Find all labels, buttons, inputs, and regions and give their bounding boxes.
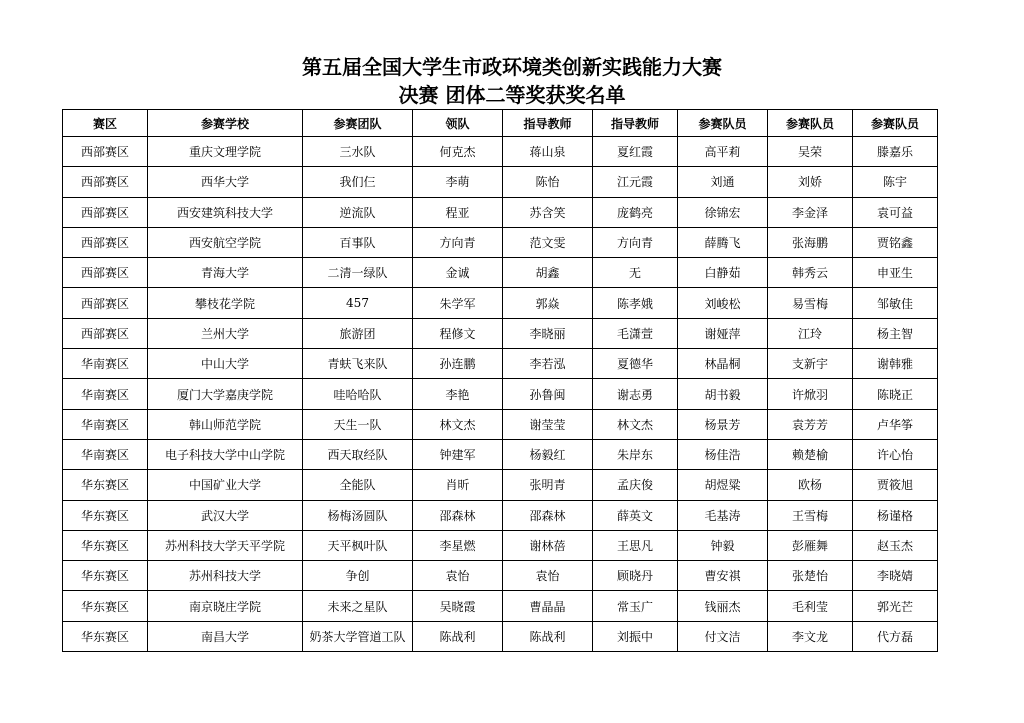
table-cell: 陈战利 — [503, 621, 593, 651]
table-cell: 中山大学 — [148, 349, 303, 379]
table-cell: 刘振中 — [593, 621, 678, 651]
table-cell: 李星燃 — [413, 530, 503, 560]
table-cell: 陈宇 — [853, 167, 938, 197]
table-cell: 苏州科技大学天平学院 — [148, 530, 303, 560]
table-cell: 申亚生 — [853, 258, 938, 288]
table-cell: 西部赛区 — [63, 137, 148, 167]
table-cell: 常玉广 — [593, 591, 678, 621]
table-cell: 江玲 — [768, 318, 853, 348]
table-cell: 袁怡 — [413, 561, 503, 591]
table-cell: 钟建军 — [413, 439, 503, 469]
table-body — [63, 137, 938, 652]
table-row — [63, 470, 938, 500]
table-cell: 方向青 — [593, 227, 678, 257]
table-cell: 我们仨 — [303, 167, 413, 197]
table-cell: 457 — [303, 288, 413, 318]
table-cell: 谢莹莹 — [503, 409, 593, 439]
table-cell: 肖昕 — [413, 470, 503, 500]
table-cell: 华南赛区 — [63, 379, 148, 409]
table-cell: 华东赛区 — [63, 561, 148, 591]
table-cell: 西部赛区 — [63, 318, 148, 348]
table-cell: 付文洁 — [678, 621, 768, 651]
table-cell: 邹敏佳 — [853, 288, 938, 318]
table-cell: 支新宇 — [768, 349, 853, 379]
table-cell: 薛英文 — [593, 500, 678, 530]
table-cell: 江元霞 — [593, 167, 678, 197]
table-cell: 旅游团 — [303, 318, 413, 348]
table-row — [63, 530, 938, 560]
table-cell: 白静茹 — [678, 258, 768, 288]
table-cell: 毛利莹 — [768, 591, 853, 621]
table-cell: 毛潇萱 — [593, 318, 678, 348]
table-cell: 苏州科技大学 — [148, 561, 303, 591]
table-cell: 朱学军 — [413, 288, 503, 318]
table-cell: 方向青 — [413, 227, 503, 257]
table-cell: 攀枝花学院 — [148, 288, 303, 318]
table-cell: 袁芳芳 — [768, 409, 853, 439]
table-cell: 逆流队 — [303, 197, 413, 227]
table-cell: 赖楚榆 — [768, 439, 853, 469]
table-cell: 中国矿业大学 — [148, 470, 303, 500]
table-cell: 争创 — [303, 561, 413, 591]
table-cell: 南昌大学 — [148, 621, 303, 651]
table-cell: 华东赛区 — [63, 591, 148, 621]
table-row — [63, 409, 938, 439]
table-cell: 林文杰 — [413, 409, 503, 439]
table-cell: 吴荣 — [768, 137, 853, 167]
table-cell: 钟毅 — [678, 530, 768, 560]
table-cell: 代方磊 — [853, 621, 938, 651]
table-cell: 刘峻松 — [678, 288, 768, 318]
table-row — [63, 167, 938, 197]
table-cell: 夏德华 — [593, 349, 678, 379]
column-header: 指导教师 — [503, 110, 593, 137]
table-cell: 袁怡 — [503, 561, 593, 591]
table-cell: 林文杰 — [593, 409, 678, 439]
table-cell: 孙鲁闽 — [503, 379, 593, 409]
table-cell: 华东赛区 — [63, 530, 148, 560]
table-cell: 苏含笑 — [503, 197, 593, 227]
table-cell: 何克杰 — [413, 137, 503, 167]
table-cell: 未来之星队 — [303, 591, 413, 621]
column-header: 参赛团队 — [303, 110, 413, 137]
table-cell: 曹晶晶 — [503, 591, 593, 621]
table-cell: 吴晓霞 — [413, 591, 503, 621]
table-cell: 李艳 — [413, 379, 503, 409]
table-header-row — [63, 110, 938, 137]
table-cell: 华南赛区 — [63, 439, 148, 469]
table-cell: 奶茶大学管道工队 — [303, 621, 413, 651]
table-cell: 薛腾飞 — [678, 227, 768, 257]
table-cell: 陈晓正 — [853, 379, 938, 409]
table-row — [63, 379, 938, 409]
table-cell: 刘娇 — [768, 167, 853, 197]
table-cell: 孙连鹏 — [413, 349, 503, 379]
table-cell: 高平莉 — [678, 137, 768, 167]
table-cell: 易雪梅 — [768, 288, 853, 318]
table-row — [63, 258, 938, 288]
table-cell: 杨佳浩 — [678, 439, 768, 469]
table-row — [63, 227, 938, 257]
table-cell: 二清一绿队 — [303, 258, 413, 288]
table-cell: 贾铭鑫 — [853, 227, 938, 257]
table-cell: 韩山师范学院 — [148, 409, 303, 439]
table-cell: 程修文 — [413, 318, 503, 348]
table-cell: 谢韩雅 — [853, 349, 938, 379]
document-subtitle: 决赛 团体二等奖获奖名单 — [398, 83, 626, 107]
table-cell: 范文雯 — [503, 227, 593, 257]
table-cell: 李文龙 — [768, 621, 853, 651]
table-cell: 西天取经队 — [303, 439, 413, 469]
table-row — [63, 318, 938, 348]
table-row — [63, 137, 938, 167]
table-cell: 西华大学 — [148, 167, 303, 197]
table-cell: 西安建筑科技大学 — [148, 197, 303, 227]
table-cell: 杨梅汤圆队 — [303, 500, 413, 530]
table-cell: 李金泽 — [768, 197, 853, 227]
table-row — [63, 197, 938, 227]
column-header: 参赛队员 — [853, 110, 938, 137]
table-cell: 刘通 — [678, 167, 768, 197]
table-cell: 重庆文理学院 — [148, 137, 303, 167]
table-cell: 西部赛区 — [63, 258, 148, 288]
table-cell: 彭雁舞 — [768, 530, 853, 560]
table-cell: 金诚 — [413, 258, 503, 288]
table-cell: 夏红霞 — [593, 137, 678, 167]
table-row — [63, 621, 938, 651]
table-cell: 滕嘉乐 — [853, 137, 938, 167]
table-cell: 程亚 — [413, 197, 503, 227]
table-cell: 谢林蓓 — [503, 530, 593, 560]
document-title: 第五届全国大学生市政环境类创新实践能力大赛 — [302, 55, 722, 79]
table-cell: 顾晓丹 — [593, 561, 678, 591]
table-cell: 谢娅萍 — [678, 318, 768, 348]
table-cell: 卢华筝 — [853, 409, 938, 439]
table-cell: 华东赛区 — [63, 470, 148, 500]
table-cell: 百事队 — [303, 227, 413, 257]
column-header: 参赛队员 — [768, 110, 853, 137]
table-cell: 李晓婧 — [853, 561, 938, 591]
table-cell: 陈战利 — [413, 621, 503, 651]
table-cell: 南京晓庄学院 — [148, 591, 303, 621]
table-cell: 王雪梅 — [768, 500, 853, 530]
table-cell: 三水队 — [303, 137, 413, 167]
table-cell: 哇哈哈队 — [303, 379, 413, 409]
table-cell: 李萌 — [413, 167, 503, 197]
table-row — [63, 288, 938, 318]
table-cell: 西部赛区 — [63, 227, 148, 257]
table-cell: 西部赛区 — [63, 167, 148, 197]
table-cell: 陈怡 — [503, 167, 593, 197]
table-cell: 华南赛区 — [63, 409, 148, 439]
table-cell: 张海鹏 — [768, 227, 853, 257]
table-cell: 李晓丽 — [503, 318, 593, 348]
table-cell: 邵森林 — [503, 500, 593, 530]
table-cell: 杨主智 — [853, 318, 938, 348]
column-header: 赛区 — [63, 110, 148, 137]
table-cell: 胡书毅 — [678, 379, 768, 409]
table-cell: 张楚怡 — [768, 561, 853, 591]
column-header: 参赛学校 — [148, 110, 303, 137]
table-cell: 无 — [593, 258, 678, 288]
table-cell: 华东赛区 — [63, 621, 148, 651]
table-cell: 贾筱旭 — [853, 470, 938, 500]
table-row — [63, 500, 938, 530]
table-cell: 赵玉杰 — [853, 530, 938, 560]
table-cell: 韩秀云 — [768, 258, 853, 288]
table-cell: 许心怡 — [853, 439, 938, 469]
table-cell: 青蚨飞来队 — [303, 349, 413, 379]
table-cell: 钱丽杰 — [678, 591, 768, 621]
table-cell: 武汉大学 — [148, 500, 303, 530]
table-cell: 庞鹤亮 — [593, 197, 678, 227]
table-cell: 袁可益 — [853, 197, 938, 227]
table-cell: 华东赛区 — [63, 500, 148, 530]
table-cell: 孟庆俊 — [593, 470, 678, 500]
table-cell: 华南赛区 — [63, 349, 148, 379]
column-header: 参赛队员 — [678, 110, 768, 137]
table-cell: 李若泓 — [503, 349, 593, 379]
table-cell: 西安航空学院 — [148, 227, 303, 257]
column-header: 指导教师 — [593, 110, 678, 137]
table-cell: 青海大学 — [148, 258, 303, 288]
table-cell: 杨毅红 — [503, 439, 593, 469]
table-cell: 杨谨格 — [853, 500, 938, 530]
table-cell: 全能队 — [303, 470, 413, 500]
table-cell: 蒋山泉 — [503, 137, 593, 167]
table-cell: 许焮羽 — [768, 379, 853, 409]
table-row — [63, 349, 938, 379]
table-cell: 谢志勇 — [593, 379, 678, 409]
table-cell: 林晶桐 — [678, 349, 768, 379]
table-cell: 王思凡 — [593, 530, 678, 560]
table-cell: 天生一队 — [303, 409, 413, 439]
table-cell: 厦门大学嘉庚学院 — [148, 379, 303, 409]
table-cell: 电子科技大学中山学院 — [148, 439, 303, 469]
column-header: 领队 — [413, 110, 503, 137]
table-cell: 胡鑫 — [503, 258, 593, 288]
table-cell: 西部赛区 — [63, 197, 148, 227]
table-row — [63, 561, 938, 591]
table-row — [63, 439, 938, 469]
table-cell: 西部赛区 — [63, 288, 148, 318]
table-cell: 天平枫叶队 — [303, 530, 413, 560]
table-cell: 杨景芳 — [678, 409, 768, 439]
table-cell: 郭光芒 — [853, 591, 938, 621]
table-row — [63, 591, 938, 621]
table-cell: 朱岸东 — [593, 439, 678, 469]
table-cell: 毛基涛 — [678, 500, 768, 530]
table-cell: 邵森林 — [413, 500, 503, 530]
table-cell: 郭焱 — [503, 288, 593, 318]
award-table — [62, 109, 938, 652]
table-cell: 胡煜粱 — [678, 470, 768, 500]
table-cell: 陈孝娥 — [593, 288, 678, 318]
table-cell: 欧杨 — [768, 470, 853, 500]
table-cell: 徐锦宏 — [678, 197, 768, 227]
table-cell: 兰州大学 — [148, 318, 303, 348]
table-cell: 张明青 — [503, 470, 593, 500]
table-cell: 曹安祺 — [678, 561, 768, 591]
